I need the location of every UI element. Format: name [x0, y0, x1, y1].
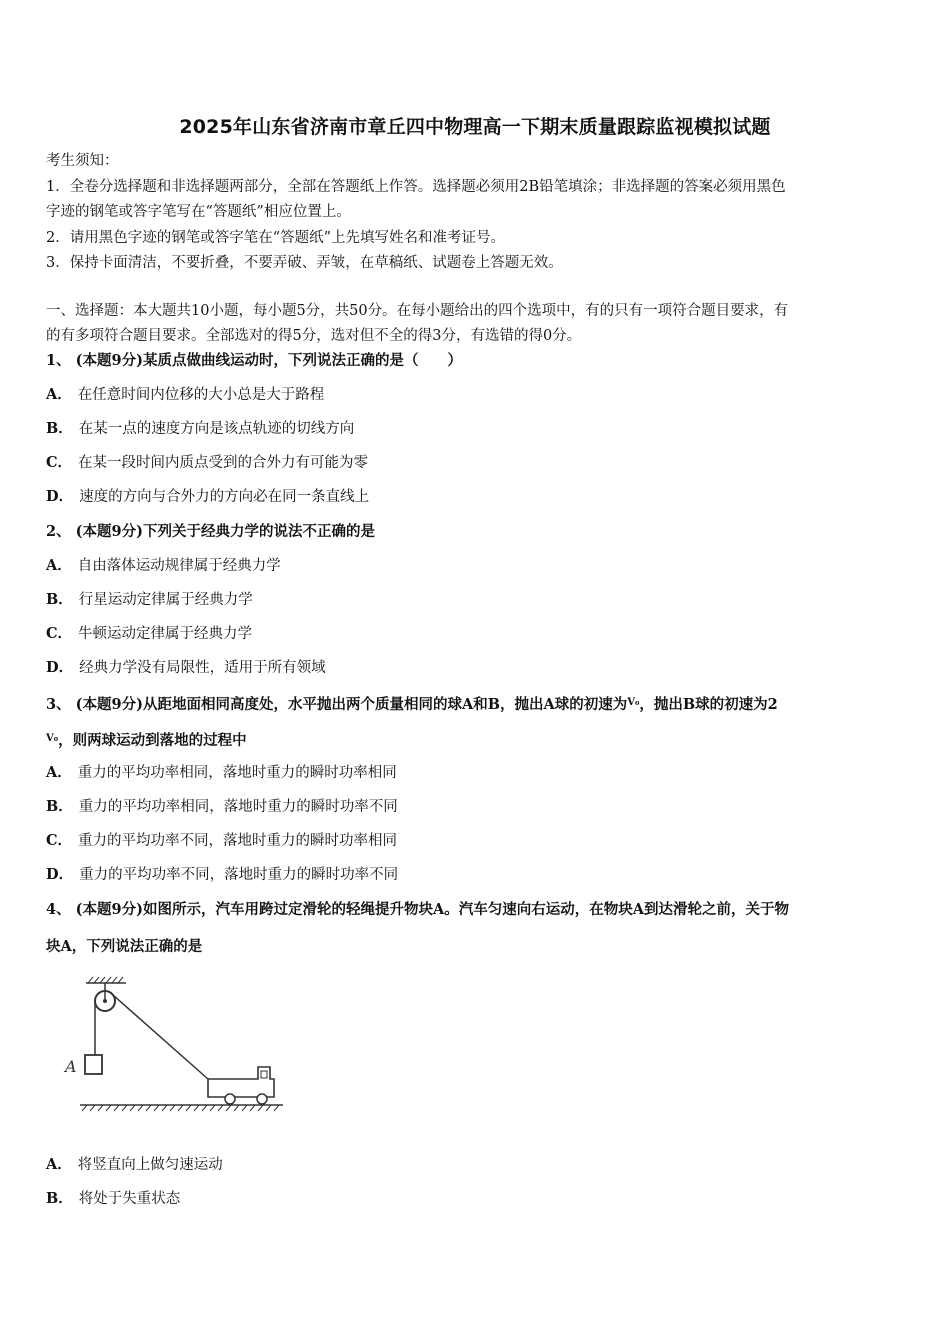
question-4-option-a [46, 1155, 223, 1175]
question-4-option-b [46, 1189, 180, 1209]
question-2-option-b [46, 590, 253, 610]
option-text: 经典力学没有局限性，适用于所有领域 [79, 660, 326, 676]
option-text: 重力的平均功率不同，落地时重力的瞬时功率相同 [78, 833, 398, 849]
question-1-option-d [46, 487, 369, 507]
option-text: 将处于失重状态 [78, 1191, 181, 1207]
question-2-option-c [46, 624, 252, 644]
truck-wheel-front [257, 1094, 267, 1104]
rope-slanted [113, 995, 208, 1079]
option-text: 自由落体运动规律属于经典力学 [77, 558, 281, 574]
question-1-stem: 1、 (本题9分)某质点做曲线运动时，下列说法正确的是（ ） [46, 352, 462, 369]
pulley-truck-figure [58, 975, 288, 1125]
question-3-option-c [46, 831, 397, 851]
option-letter: A． [46, 764, 72, 781]
block-a-label: A [65, 1057, 77, 1076]
exam-title: 2025年山东省济南市章丘四中物理高一下期末质量跟踪监视模拟试题 [179, 116, 771, 138]
question-3-option-b [46, 797, 398, 817]
option-letter: A． [46, 557, 72, 574]
v0-symbol: V₀ [46, 733, 59, 744]
notice-line-1: 1．全卷分选择题和非选择题两部分，全部在答题纸上作答。选择题必须用2B铅笔填涂；非选择题的答案必须用黑色 [46, 179, 786, 195]
section-intro-line-2: 的有多项符合题目要求。全部选对的得5分，选对但不全的得3分，有选错的得0分。 [46, 328, 582, 344]
stem-text: ，则两球运动到落地的过程中 [58, 732, 247, 749]
option-text: 重力的平均功率不同，落地时重力的瞬时功率不同 [79, 867, 399, 883]
block-a [85, 1055, 102, 1074]
notice-line-4: 3．保持卡面清洁，不要折叠，不要弄破、弄皱，在草稿纸、试题卷上答题无效。 [46, 255, 563, 271]
notice-header: 考生须知： [46, 153, 119, 169]
option-text: 重力的平均功率相同，落地时重力的瞬时功率不同 [78, 799, 398, 815]
option-text: 将竖直向上做匀速运动 [77, 1157, 223, 1173]
question-3-option-d [46, 865, 398, 885]
option-letter: B． [46, 1190, 73, 1207]
option-letter: A． [46, 1156, 72, 1173]
option-letter: C． [46, 454, 73, 471]
option-letter: D． [46, 659, 74, 676]
question-3-stem-line-2 [46, 729, 247, 751]
pulley-axle [103, 999, 107, 1003]
option-text: 速度的方向与合外力的方向必在同一条直线上 [79, 489, 370, 505]
option-text: 重力的平均功率相同，落地时重力的瞬时功率相同 [77, 765, 397, 781]
question-2-option-a [46, 556, 281, 576]
option-text: 在任意时间内位移的大小总是大于路程 [77, 387, 325, 403]
notice-line-2: 字迹的钢笔或答字笔写在“答题纸”相应位置上。 [46, 204, 351, 220]
question-1-option-c [46, 453, 368, 473]
question-1-option-b [46, 419, 354, 439]
option-text: 在某一段时间内质点受到的合外力有可能为零 [78, 455, 369, 471]
notice-line-3: 2．请用黑色字迹的钢笔或答字笔在“答题纸”上先填写姓名和准考证号。 [46, 230, 506, 246]
option-letter: B． [46, 420, 73, 437]
option-letter: D． [46, 866, 74, 883]
stem-text: 3、 (本题9分)从距地面相同高度处，水平抛出两个质量相同的球A和B，抛出A球的初速为 [46, 696, 628, 713]
question-4-stem-line-1: 4、 (本题9分)如图所示，汽车用跨过定滑轮的轻绳提升物块A。汽车匀速向右运动，在物块A到达滑轮之前，关于物 [46, 901, 789, 918]
option-letter: D． [46, 488, 74, 505]
option-text: 行星运动定律属于经典力学 [78, 592, 253, 608]
option-letter: C． [46, 832, 73, 849]
truck-window [261, 1071, 267, 1078]
stem-text: ，抛出B球的初速为2 [639, 696, 778, 713]
ceiling-hatch [88, 977, 123, 983]
option-text: 牛顿运动定律属于经典力学 [78, 626, 253, 642]
option-text: 在某一点的速度方向是该点轨迹的切线方向 [78, 421, 355, 437]
option-letter: B． [46, 591, 73, 608]
truck-wheel-rear [225, 1094, 235, 1104]
option-letter: A． [46, 386, 72, 403]
question-3-stem-line-1 [46, 693, 778, 715]
v0-symbol: V₀ [627, 697, 640, 708]
question-1-option-a [46, 385, 324, 405]
option-letter: C． [46, 625, 73, 642]
question-4-stem-line-2: 块A，下列说法正确的是 [46, 938, 203, 955]
option-letter: B． [46, 798, 73, 815]
question-3-option-a [46, 763, 397, 783]
question-2-stem: 2、 (本题9分)下列关于经典力学的说法不正确的是 [46, 523, 375, 540]
ground-hatch [82, 1105, 279, 1111]
question-2-option-d [46, 658, 326, 678]
section-intro-line-1: 一、选择题：本大题共10小题，每小题5分，共50分。在每小题给出的四个选项中，有的只有一项符合题目要求，有 [46, 303, 789, 319]
